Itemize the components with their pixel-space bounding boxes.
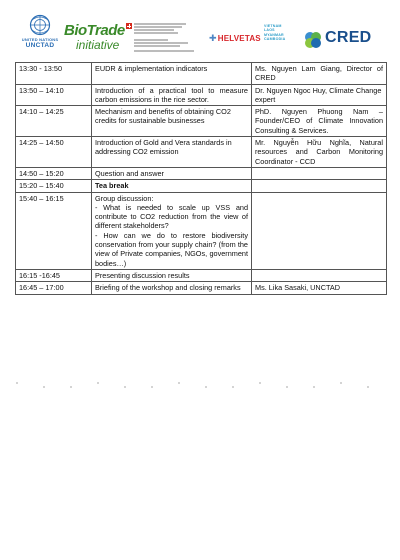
cred-logo bbox=[303, 30, 373, 56]
country-line: CAMBODIA bbox=[264, 37, 286, 42]
activity-cell: Tea break bbox=[92, 180, 252, 192]
vietnam-laos-myanmar-cambodia-logo bbox=[264, 24, 298, 42]
swiss-text-line bbox=[134, 50, 194, 52]
agenda-body bbox=[16, 63, 387, 295]
un-emblem-icon bbox=[29, 14, 51, 36]
agenda-table bbox=[15, 62, 387, 295]
agenda-row bbox=[16, 63, 387, 85]
unctad-line2: UNCTAD bbox=[25, 42, 55, 49]
scan-dot bbox=[178, 382, 180, 384]
speaker-cell bbox=[252, 192, 387, 269]
helvetas-logo bbox=[209, 33, 261, 44]
country-line: MYANMAR bbox=[264, 32, 284, 37]
activity-cell: Presenting discussion results bbox=[92, 269, 252, 281]
scan-dot bbox=[340, 382, 342, 384]
time-cell: 16:15 -16:45 bbox=[16, 269, 92, 281]
agenda-row bbox=[16, 106, 387, 137]
activity-cell: Mechanism and benefits of obtaining CO2 credits for sustainable businesses bbox=[92, 106, 252, 137]
swiss-text-line bbox=[134, 39, 168, 41]
speaker-cell: Ms. Nguyen Lam Giang, Director of CRED bbox=[252, 63, 387, 85]
swiss-text-line bbox=[134, 26, 182, 28]
scan-dot bbox=[43, 386, 45, 388]
speaker-cell: PhD. Nguyen Phuong Nam – Founder/CEO of Climate Innovation Consulting & Services. bbox=[252, 106, 387, 137]
unctad-logo bbox=[20, 14, 60, 49]
scan-dot bbox=[232, 386, 234, 388]
speaker-cell: Ms. Lika Sasaki, UNCTAD bbox=[252, 282, 387, 294]
activity-cell: Introduction of a practical tool to measure carbon emissions in the rice sector. bbox=[92, 84, 252, 106]
agenda-row bbox=[16, 192, 387, 269]
swiss-flag-icon bbox=[126, 23, 132, 29]
swiss-text-line bbox=[134, 29, 174, 31]
scan-dot bbox=[70, 386, 72, 388]
time-cell: 14:25 – 14:50 bbox=[16, 137, 92, 168]
speaker-cell: Dr. Nguyen Ngoc Huy, Climate Change expert bbox=[252, 84, 387, 106]
time-cell: 13:30 - 13:50 bbox=[16, 63, 92, 85]
unctad-line1: UNITED NATIONS bbox=[21, 37, 59, 42]
biotrade-word1: BioTrade bbox=[64, 22, 125, 39]
faint-dotted-line bbox=[10, 372, 390, 402]
country-line: LAOS bbox=[264, 28, 275, 33]
cred-petals-icon bbox=[303, 30, 323, 50]
activity-cell: Group discussion: - What is needed to scale up VSS and contribute to CO2 reduction from the view of different stakeholders? - How can we do to restore biodiversity conservation from your supply chain? (from the view of Private companies, NGOs, government bodies…) bbox=[92, 192, 252, 269]
speaker-cell bbox=[252, 269, 387, 281]
time-cell: 16:45 – 17:00 bbox=[16, 282, 92, 294]
scan-dot bbox=[286, 386, 288, 388]
swiss-confederation-logo bbox=[126, 23, 198, 57]
scan-dot bbox=[313, 386, 315, 388]
speaker-cell bbox=[252, 167, 387, 179]
activity-cell: Briefing of the workshop and closing remarks bbox=[92, 282, 252, 294]
time-cell: 15:40 – 16:15 bbox=[16, 192, 92, 269]
scan-dot bbox=[205, 386, 207, 388]
swiss-text-line bbox=[134, 23, 186, 25]
time-cell: 15:20 – 15:40 bbox=[16, 180, 92, 192]
scan-dot bbox=[259, 382, 261, 384]
agenda-row bbox=[16, 269, 387, 281]
time-cell: 13:50 – 14:10 bbox=[16, 84, 92, 106]
speaker-cell bbox=[252, 180, 387, 192]
helvetas-name: HELVETAS bbox=[217, 34, 261, 43]
scan-dot bbox=[124, 386, 126, 388]
swiss-text-line bbox=[134, 32, 178, 34]
scan-dot bbox=[367, 386, 369, 388]
helvetas-mark-icon: ✚ bbox=[209, 33, 217, 43]
swiss-text-line bbox=[134, 42, 188, 44]
time-cell: 14:50 – 15:20 bbox=[16, 167, 92, 179]
scan-dot bbox=[97, 382, 99, 384]
time-cell: 14:10 – 14:25 bbox=[16, 106, 92, 137]
speaker-cell: Mr. Nguyễn Hữu Nghĩa, Natural resources and Carbon Monitoring Coordinator - CCD bbox=[252, 137, 387, 168]
activity-cell: EUDR & implementation indicators bbox=[92, 63, 252, 85]
scan-dot bbox=[151, 386, 153, 388]
biotrade-word2: initiative bbox=[76, 38, 120, 52]
agenda-row bbox=[16, 282, 387, 294]
swiss-text-line bbox=[134, 45, 180, 47]
agenda-row bbox=[16, 167, 387, 179]
biotrade-logo bbox=[62, 22, 125, 56]
cred-name: CRED bbox=[325, 29, 372, 46]
activity-cell: Question and answer bbox=[92, 167, 252, 179]
logo-strip bbox=[0, 0, 400, 62]
scan-dot bbox=[16, 382, 18, 384]
agenda-row bbox=[16, 180, 387, 192]
agenda-row bbox=[16, 137, 387, 168]
country-line: VIETNAM bbox=[264, 24, 282, 28]
activity-cell: Introduction of Gold and Vera standards in addressing CO2 emission bbox=[92, 137, 252, 168]
agenda-row bbox=[16, 84, 387, 106]
